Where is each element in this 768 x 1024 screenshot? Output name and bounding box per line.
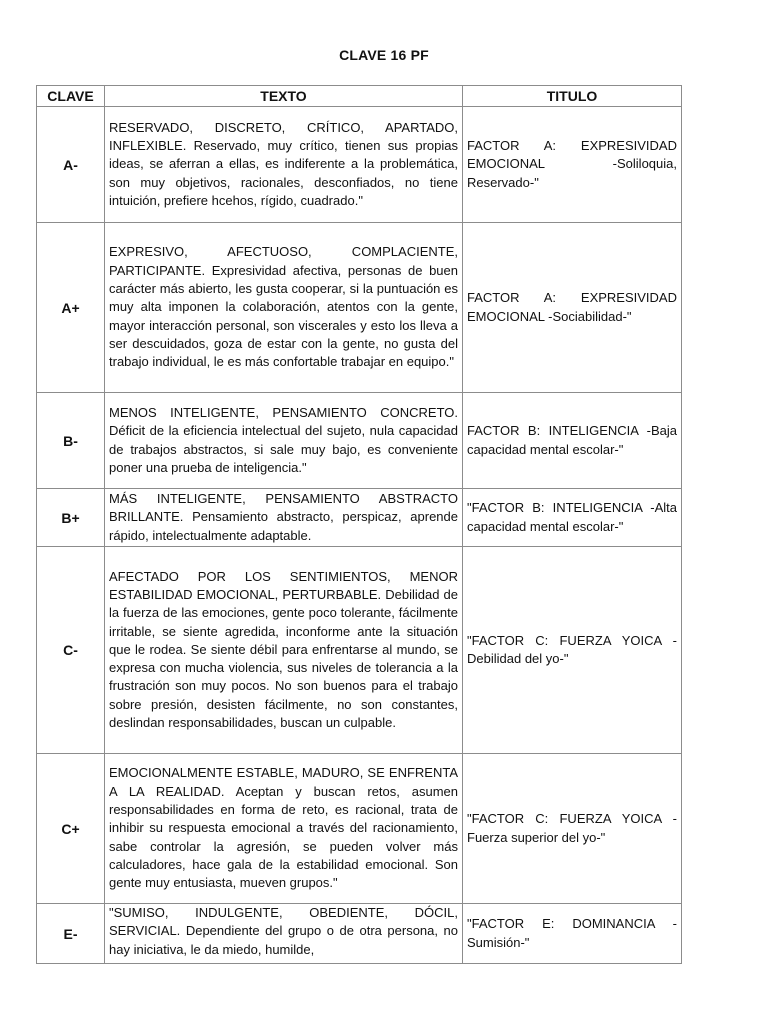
titulo-cell: "FACTOR C: FUERZA YOICA -Debilidad del yo-"	[463, 547, 682, 754]
header-titulo: TITULO	[463, 86, 682, 107]
texto-cell: EXPRESIVO, AFECTUOSO, COMPLACIENTE, PARTICIPANTE. Expresividad afectiva, personas de buen carácter más abierto, les gusta cooperar, si la puntuación es muy alta imponen la colaboración, atentos con la gente, mayor interacción personal, son viscerales y esto los lleva a ser descuidados, goza de estar con la gente, no gusta del trabajo individual, le es más confortable trabajar en equipo."	[105, 223, 463, 393]
table-row	[37, 754, 682, 904]
header-clave: CLAVE	[37, 86, 105, 107]
texto-cell: "SUMISO, INDULGENTE, OBEDIENTE, DÓCIL, SERVICIAL. Dependiente del grupo o de otra persona, no hay iniciativa, le da miedo, humilde,	[105, 904, 463, 964]
clave-cell: C+	[37, 754, 105, 904]
texto-cell: MENOS INTELIGENTE, PENSAMIENTO CONCRETO. Déficit de la eficiencia intelectual del sujeto, nula capacidad de trabajos abstractos, si sale muy bajo, es conveniente poner una prueba de inteligencia."	[105, 393, 463, 489]
titulo-cell: FACTOR A: EXPRESIVIDAD EMOCIONAL -Soliloquia, Reservado-"	[463, 107, 682, 223]
titulo-cell: FACTOR A: EXPRESIVIDAD EMOCIONAL -Sociabilidad-"	[463, 223, 682, 393]
table-row	[37, 393, 682, 489]
clave-cell: B+	[37, 489, 105, 547]
clave-cell: A-	[37, 107, 105, 223]
titulo-cell: FACTOR B: INTELIGENCIA -Baja capacidad mental escolar-"	[463, 393, 682, 489]
header-texto: TEXTO	[105, 86, 463, 107]
page-title: CLAVE 16 PF	[339, 47, 429, 63]
table-row	[37, 107, 682, 223]
table-row	[37, 547, 682, 754]
table-row	[37, 489, 682, 547]
texto-cell: AFECTADO POR LOS SENTIMIENTOS, MENOR ESTABILIDAD EMOCIONAL, PERTURBABLE. Debilidad de la fuerza de las emociones, gente poco tolerante, fácilmente irritable, se siente agredida, inconforme ante la situación que le rodea. Se siente débil para enfrentarse al mundo, se expresa con mucha violencia, sus niveles de tolerancia a la frustración son muy pocos. No son buenos para el trabajo sobre presión, desisten fácilmente, no son constantes, deslindan responsabilidades, buscan un culpable.	[105, 547, 463, 754]
header-row	[37, 86, 682, 107]
clave-cell: A+	[37, 223, 105, 393]
table-row	[37, 904, 682, 964]
texto-cell: EMOCIONALMENTE ESTABLE, MADURO, SE ENFRENTA A LA REALIDAD. Aceptan y buscan retos, asumen responsabilidades en forma de reto, es racional, trata de inhibir su respuesta emocional a través del racionamiento, sabe controlar la agresión, se pueden volver más calculadores, hace gala de la estabilidad emocional. Son gente muy entusiasta, mueven grupos."	[105, 754, 463, 904]
texto-cell: MÁS INTELIGENTE, PENSAMIENTO ABSTRACTO BRILLANTE. Pensamiento abstracto, perspicaz, aprende rápido, intelectualmente adaptable.	[105, 489, 463, 547]
titulo-cell: "FACTOR B: INTELIGENCIA -Alta capacidad mental escolar-"	[463, 489, 682, 547]
texto-cell: RESERVADO, DISCRETO, CRÍTICO, APARTADO, INFLEXIBLE. Reservado, muy crítico, tienen sus propias ideas, se aferran a ellas, es indiferente a la problemática, son muy objetivos, racionales, desconfiados, no tiene intuición, prefiere hcehos, rígido, cuadrado."	[105, 107, 463, 223]
table-row	[37, 223, 682, 393]
clave-cell: B-	[37, 393, 105, 489]
clave-cell: C-	[37, 547, 105, 754]
titulo-cell: "FACTOR C: FUERZA YOICA -Fuerza superior del yo-"	[463, 754, 682, 904]
titulo-cell: "FACTOR E: DOMINANCIA -Sumisión-"	[463, 904, 682, 964]
clave-table	[36, 85, 682, 964]
clave-cell: E-	[37, 904, 105, 964]
